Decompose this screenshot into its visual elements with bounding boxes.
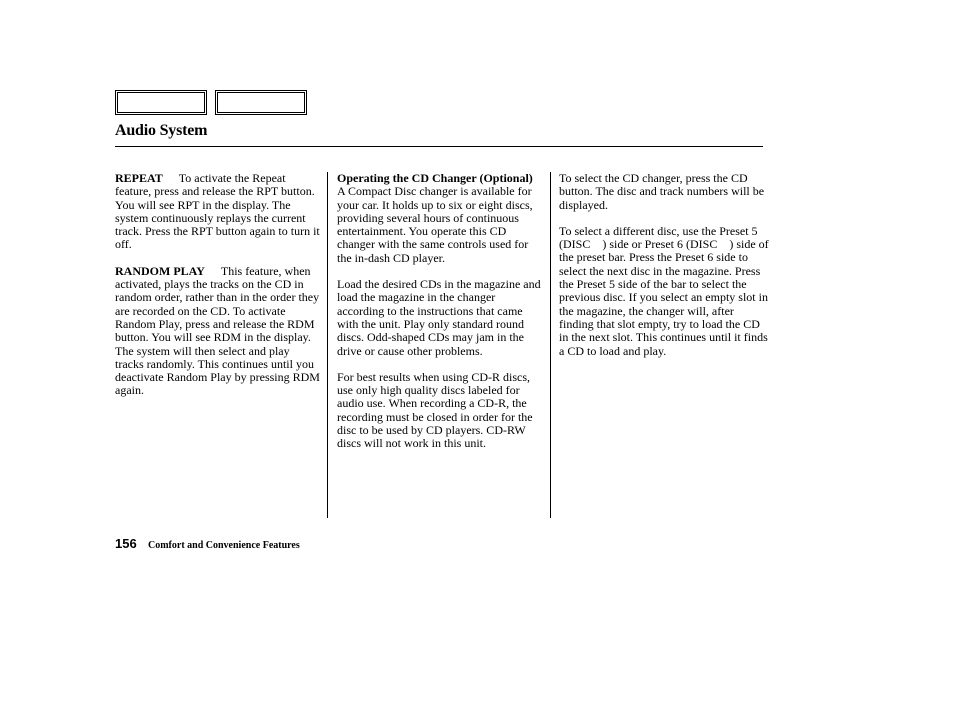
page-number: 156: [115, 536, 137, 551]
repeat-text: To activate the Repeat feature, press and release the RPT button. You will see RPT in the display. The system continuously replays the current track. Press the RPT button again to turn it off.: [115, 171, 320, 252]
repeat-paragraph: [115, 172, 321, 252]
column-2: [337, 172, 543, 464]
cd-changer-paragraph-3: For best results when using CD-R discs, use only high quality discs labeled for audio use. When recording a CD-R, the recording must be closed in order for the disc to be used by CD players. CD-RW discs will not work in this unit.: [337, 369, 533, 451]
random-play-lead: RANDOM PLAY: [115, 263, 205, 278]
random-play-text: This feature, when activated, plays the tracks on the CD in random order, rather than in the order they are recorded on the CD. To activate Random Play, press and release the RDM button. You will see RDM in the display. The system will then select and play tracks randomly. This continues until you deactivate Random Play by pressing RDM again.: [115, 263, 320, 398]
nav-box-next[interactable]: [215, 90, 307, 115]
cd-changer-paragraph-2: Load the desired CDs in the magazine and load the magazine in the changer according to the instructions that came with the unit. Play only standard round discs. Odd-shaped CDs may jam in the drive or cause other problems.: [337, 277, 541, 358]
column-divider-1: [327, 172, 328, 518]
footer-section-label: Comfort and Convenience Features: [148, 540, 300, 551]
column-1: [115, 172, 321, 411]
select-changer-paragraph: To select the CD changer, press the CD button. The disc and track numbers will be displayed.: [559, 171, 765, 212]
select-disc-paragraph: To select a different disc, use the Preset 5 (DISC ) side or Preset 6 (DISC ) side of the preset bar. Press the Preset 6 side to select the next disc in the magazine. Press the Preset 5 side of the bar to select the previous disc. If you select an empty slot in the magazine, the changer will, after finding that slot empty, try to load the CD in the next slot. This continues until it finds a CD to load and play.: [559, 223, 769, 358]
repeat-lead: REPEAT: [115, 171, 163, 185]
cd-changer-paragraph-1: A Compact Disc changer is available for your car. It holds up to six or eight discs, providing several hours of continuous entertainment. You operate this CD changer with the same controls used for the in-dash CD player.: [337, 184, 533, 265]
cd-changer-heading: Operating the CD Changer (Optional): [337, 171, 533, 185]
page-title: Audio System: [115, 122, 208, 139]
cd-changer-intro: [337, 172, 543, 265]
nav-box-previous[interactable]: [115, 90, 207, 115]
column-divider-2: [550, 172, 551, 518]
title-divider: [115, 146, 763, 147]
random-play-paragraph: [115, 265, 321, 398]
column-3: [559, 172, 771, 371]
